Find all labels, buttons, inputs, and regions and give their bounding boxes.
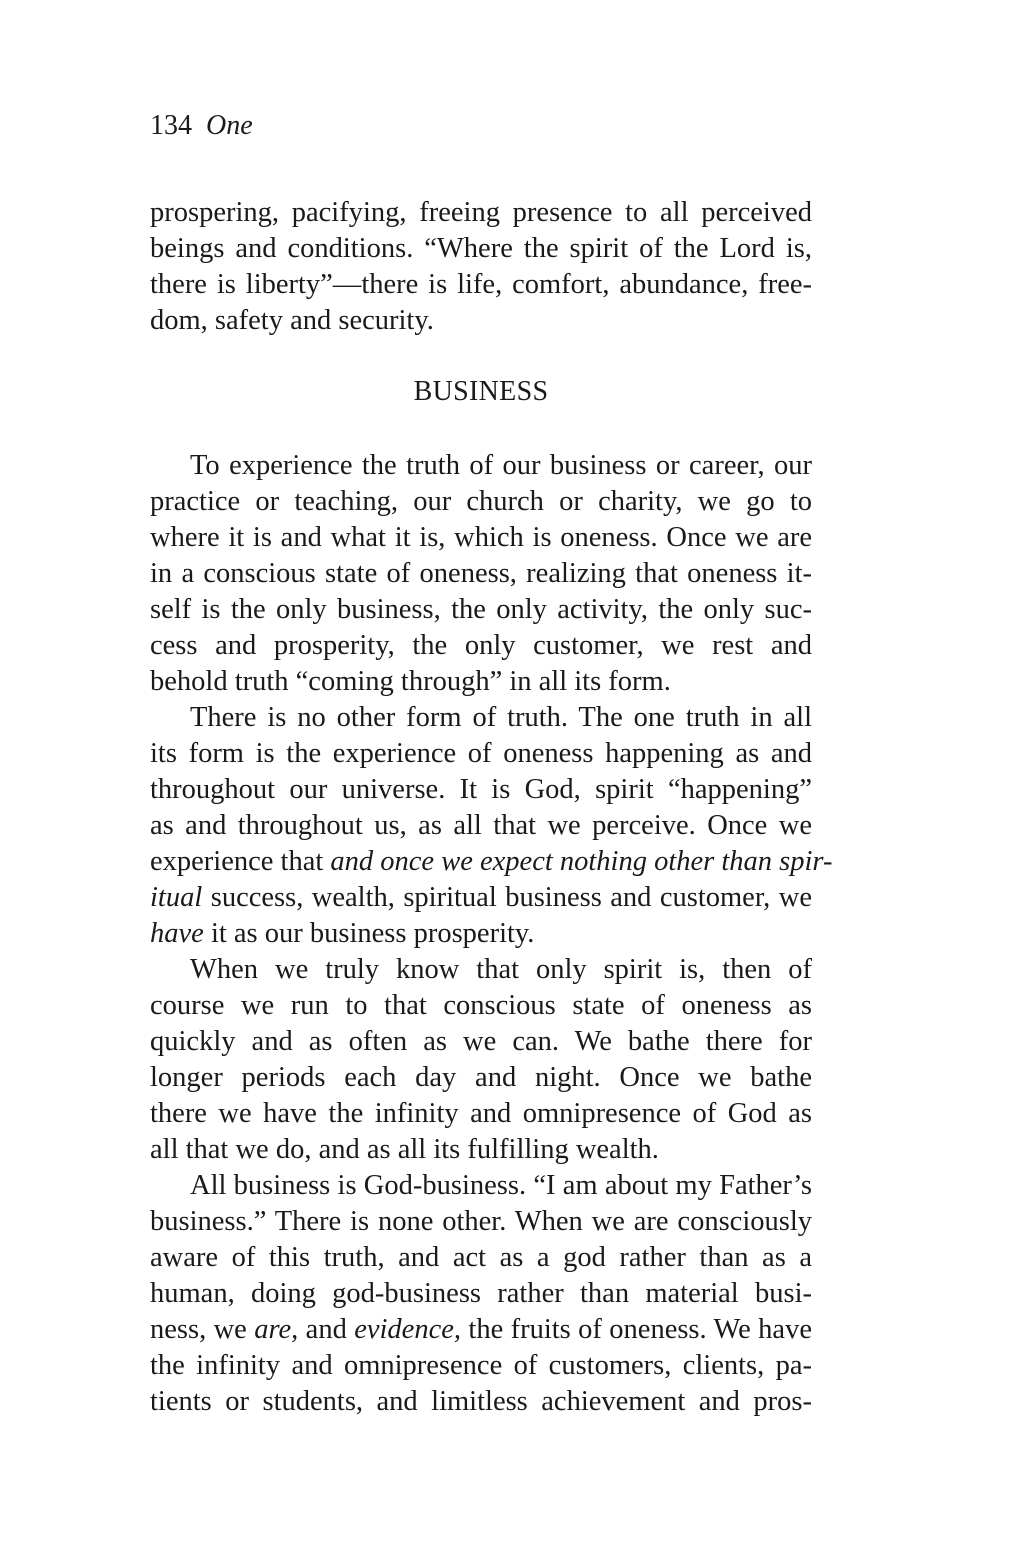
- text-line: where it is and what it is, which is oneness. Once we are: [150, 522, 812, 553]
- text-run: the fruits of oneness. We have: [461, 1314, 812, 1345]
- text-run: it as our business prosperity.: [203, 918, 535, 949]
- text-line: [150, 916, 812, 952]
- intro-paragraph: [150, 195, 812, 339]
- text-line: tients or students, and limitless achievement and pros-: [150, 1386, 812, 1417]
- text-line: [150, 880, 812, 916]
- text-line: as and throughout us, as all that we perceive. Once we: [150, 810, 812, 841]
- paragraph-1: [150, 448, 812, 700]
- text-run: experience that: [150, 846, 331, 877]
- text-line: [150, 1312, 812, 1348]
- text-line: the infinity and omnipresence of customers, clients, pa-: [150, 1350, 812, 1381]
- text-line: longer periods each day and night. Once we bathe: [150, 1062, 812, 1093]
- text-run: success, wealth, spiritual business and customer, we: [202, 882, 812, 913]
- text-line: quickly and as often as we can. We bathe there for: [150, 1026, 812, 1057]
- running-title: One: [206, 110, 253, 141]
- emphasis-text: itual: [150, 882, 203, 913]
- text-line: course we run to that conscious state of oneness as: [150, 990, 812, 1021]
- emphasis-text: have: [150, 918, 204, 949]
- paragraph-4: [150, 1168, 812, 1420]
- text-line: behold truth “coming through” in all its form.: [150, 666, 671, 697]
- text-line: cess and prosperity, the only customer, we rest and: [150, 630, 812, 661]
- text-line: aware of this truth, and act as a god rather than as a: [150, 1242, 812, 1273]
- text-line: human, doing god-business rather than material busi-: [150, 1278, 812, 1309]
- text-line: There is no other form of truth. The one truth in all: [190, 702, 812, 733]
- section-heading: BUSINESS: [413, 376, 549, 407]
- text-line: When we truly know that only spirit is, then of: [190, 954, 812, 985]
- text-line: all that we do, and as all its fulfilling wealth.: [150, 1134, 659, 1165]
- text-line: dom, safety and security.: [150, 305, 434, 336]
- emphasis-text: and once we expect nothing other than spir-: [330, 846, 833, 877]
- text-line: business.” There is none other. When we are consciously: [150, 1206, 812, 1237]
- text-line: its form is the experience of oneness happening as and: [150, 738, 812, 769]
- page-number: 134: [150, 110, 192, 141]
- emphasis-text: evidence,: [354, 1314, 462, 1345]
- text-line: there is liberty”—there is life, comfort, abundance, free-: [150, 269, 812, 300]
- text-run: and: [298, 1314, 355, 1345]
- text-line: there we have the infinity and omnipresence of God as: [150, 1098, 812, 1129]
- text-line: All business is God-business. “I am about my Father’s: [190, 1170, 812, 1201]
- text-line: practice or teaching, our church or charity, we go to: [150, 486, 812, 517]
- paragraph-2: [150, 700, 833, 952]
- emphasis-text: are,: [254, 1314, 299, 1345]
- text-line: prospering, pacifying, freeing presence to all perceived: [150, 197, 812, 228]
- paragraph-3: [150, 952, 812, 1168]
- running-header: [150, 106, 253, 146]
- text-line: self is the only business, the only activity, the only suc-: [150, 594, 812, 625]
- text-line: beings and conditions. “Where the spirit of the Lord is,: [150, 233, 812, 264]
- text-line: [150, 844, 833, 880]
- text-line: To experience the truth of our business or career, our: [190, 450, 812, 481]
- text-run: ness, we: [150, 1314, 255, 1345]
- text-line: in a conscious state of oneness, realizing that oneness it-: [150, 558, 812, 589]
- text-line: throughout our universe. It is God, spirit “happening”: [150, 774, 812, 805]
